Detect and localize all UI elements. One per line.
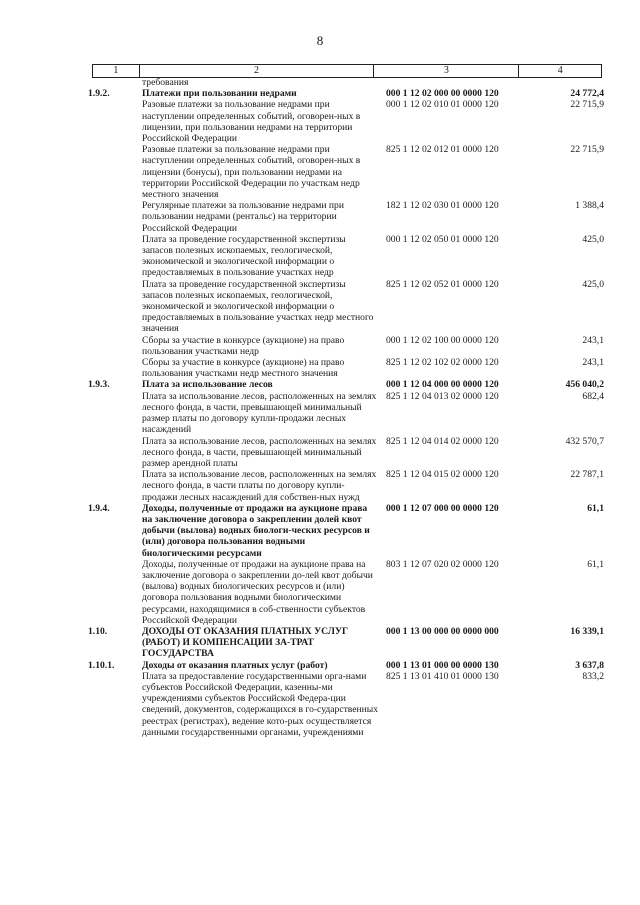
row-name: Сборы за участие в конкурсе (аукционе) на право пользования участками недр местного значения — [142, 357, 345, 380]
row-amount: 425,0 — [582, 278, 604, 290]
table-row — [88, 503, 604, 559]
row-name: Доходы, полученные от продажи на аукционе права на заключение договора о закреплении долей квот добычи (вылова) водных биологи-ческих ресурсов и (или) договора пользования водными биологическими ресурсами — [142, 502, 370, 559]
table-row — [88, 144, 604, 200]
row-amount: 61,1 — [587, 558, 604, 570]
table-row — [88, 660, 604, 671]
row-amount: 432 570,7 — [565, 435, 604, 447]
row-amount: 24 772,4 — [570, 88, 604, 100]
row-name: Плата за использование лесов — [142, 379, 273, 391]
table-row — [88, 335, 604, 357]
row-name: Плата за использование лесов, расположенных на землях лесного фонда, в части, превышающей минимальный размер арендной платы — [142, 435, 377, 469]
row-code: 825 1 12 04 014 02 0000 120 — [386, 435, 499, 447]
table-row — [88, 626, 604, 660]
row-code: 000 1 12 02 010 01 0000 120 — [386, 99, 499, 111]
table-row — [88, 559, 604, 626]
header-col-4: 4 — [557, 65, 563, 76]
row-name: Доходы, полученные от продажи на аукционе права на заключение договора о закреплении до-лей квот добычи (вылова) водных биологических ресурсов и (или) договора пользования водными биологическими ресурсами, находящимися в соб-ственности субъектов Российской Федерации — [142, 558, 373, 626]
table-row — [88, 99, 604, 144]
row-amount: 1 388,4 — [575, 200, 604, 212]
row-number: 1.9.2. — [88, 88, 110, 100]
row-name: Плата за использование лесов, расположенных на землях лесного фонда, в части, превышающей минимальный размер платы по договору купли-продажи лесных насаждений — [142, 390, 377, 436]
row-number: 1.9.4. — [88, 502, 110, 514]
row-code: 000 1 12 07 000 00 0000 120 — [386, 502, 499, 514]
header-col-3: 3 — [374, 65, 519, 77]
row-number: 1.9.3. — [88, 379, 110, 391]
row-name: Плата за проведение государственной экспертизы запасов полезных ископаемых, геологической, экономической и экологической информации о предоставляемых в пользование участках недр — [142, 233, 346, 279]
row-amount: 3 637,8 — [575, 659, 604, 671]
row-code: 000 1 13 01 000 00 0000 130 — [386, 659, 499, 671]
row-name: Плата за проведение государственной экспертизы запасов полезных ископаемых, геологической, экономической и экологической информации о предоставляемых в пользование участках недр местного значения — [142, 278, 374, 335]
row-name: Сборы за участие в конкурсе (аукционе) на право пользования участками недр — [142, 334, 345, 357]
row-amount: 243,1 — [582, 334, 604, 346]
row-name: требования — [142, 77, 189, 88]
row-name: Регулярные платежи за пользование недрами при пользовании недрами (рентальс) на территории Российской Федерации — [142, 200, 344, 234]
row-code: 000 1 12 02 050 01 0000 120 — [386, 233, 499, 245]
row-code: 825 1 12 02 102 02 0000 120 — [386, 357, 499, 369]
table-row — [88, 391, 604, 436]
row-name: Плата за предоставление государственными орга-нами субъектов Российской Федерации, казенны-ми учреждениями субъектов Российской Федера-ции сведений, документов, содержащихся в го-сударственных реестрах (регистрах), ведение кото-рых осуществляется данными государственными органами, учреждениями — [142, 670, 379, 738]
row-amount: 16 339,1 — [570, 625, 604, 637]
table-row — [88, 379, 604, 390]
row-code: 825 1 12 02 012 01 0000 120 — [386, 144, 499, 156]
table-row — [88, 671, 604, 738]
table-header — [92, 64, 602, 78]
table-row — [88, 357, 604, 379]
row-code: 000 1 13 00 000 00 0000 000 — [386, 625, 499, 637]
table-row — [88, 200, 604, 234]
row-name: Разовые платежи за пользование недрами при наступлении определенных событий, оговорен-ных в лицензии, при пользовании недрами на территории Российской Федерации — [142, 99, 361, 145]
row-code: 000 1 12 02 000 00 0000 120 — [386, 88, 499, 100]
row-name: Платежи при пользовании недрами — [142, 88, 297, 100]
row-amount: 22 715,9 — [570, 99, 604, 111]
row-amount: 22 787,1 — [570, 469, 604, 481]
row-code: 000 1 12 04 000 00 0000 120 — [386, 379, 499, 391]
row-amount: 61,1 — [587, 502, 604, 514]
row-name: Доходы от оказания платных услуг (работ) — [142, 659, 328, 671]
row-name: Плата за использование лесов, расположенных на землях лесного фонда, в части платы по договору купли-продажи лесных насаждений для собствен-ных нужд — [142, 469, 377, 503]
row-name: Разовые платежи за пользование недрами при наступлении определенных событий, оговорен-ных в лицензии (бонусы), при пользовании недрами на территории Российской Федерации по участкам недр местного значения — [142, 144, 361, 201]
row-amount: 243,1 — [582, 357, 604, 369]
table-row — [88, 77, 604, 88]
table-row — [88, 234, 604, 279]
header-col-1: 1 — [93, 65, 140, 77]
row-code: 825 1 12 04 013 02 0000 120 — [386, 390, 499, 402]
table-row — [88, 436, 604, 470]
row-amount: 833,2 — [582, 670, 604, 682]
table-row — [88, 88, 604, 99]
page-number: 8 — [316, 33, 324, 48]
row-code: 000 1 12 02 100 00 0000 120 — [386, 334, 499, 346]
row-code: 182 1 12 02 030 01 0000 120 — [386, 200, 499, 212]
row-name: ДОХОДЫ ОТ ОКАЗАНИЯ ПЛАТНЫХ УСЛУГ (РАБОТ) И КОМПЕНСАЦИИ ЗА-ТРАТ ГОСУДАРСТВА — [142, 625, 349, 660]
row-amount: 425,0 — [582, 233, 604, 245]
row-amount: 22 715,9 — [570, 144, 604, 156]
row-amount: 456 040,2 — [565, 379, 604, 391]
table-row — [88, 279, 604, 335]
table-row — [88, 469, 604, 503]
row-number: 1.10. — [88, 625, 108, 637]
row-code: 825 1 12 02 052 01 0000 120 — [386, 278, 499, 290]
header-col-2: 2 — [140, 65, 375, 77]
row-code: 803 1 12 07 020 02 0000 120 — [386, 558, 499, 570]
row-amount: 682,4 — [582, 390, 604, 402]
row-code: 825 1 13 01 410 01 0000 130 — [386, 670, 499, 682]
table-body — [88, 77, 604, 738]
row-code: 825 1 12 04 015 02 0000 120 — [386, 469, 499, 481]
row-number: 1.10.1. — [88, 659, 115, 671]
